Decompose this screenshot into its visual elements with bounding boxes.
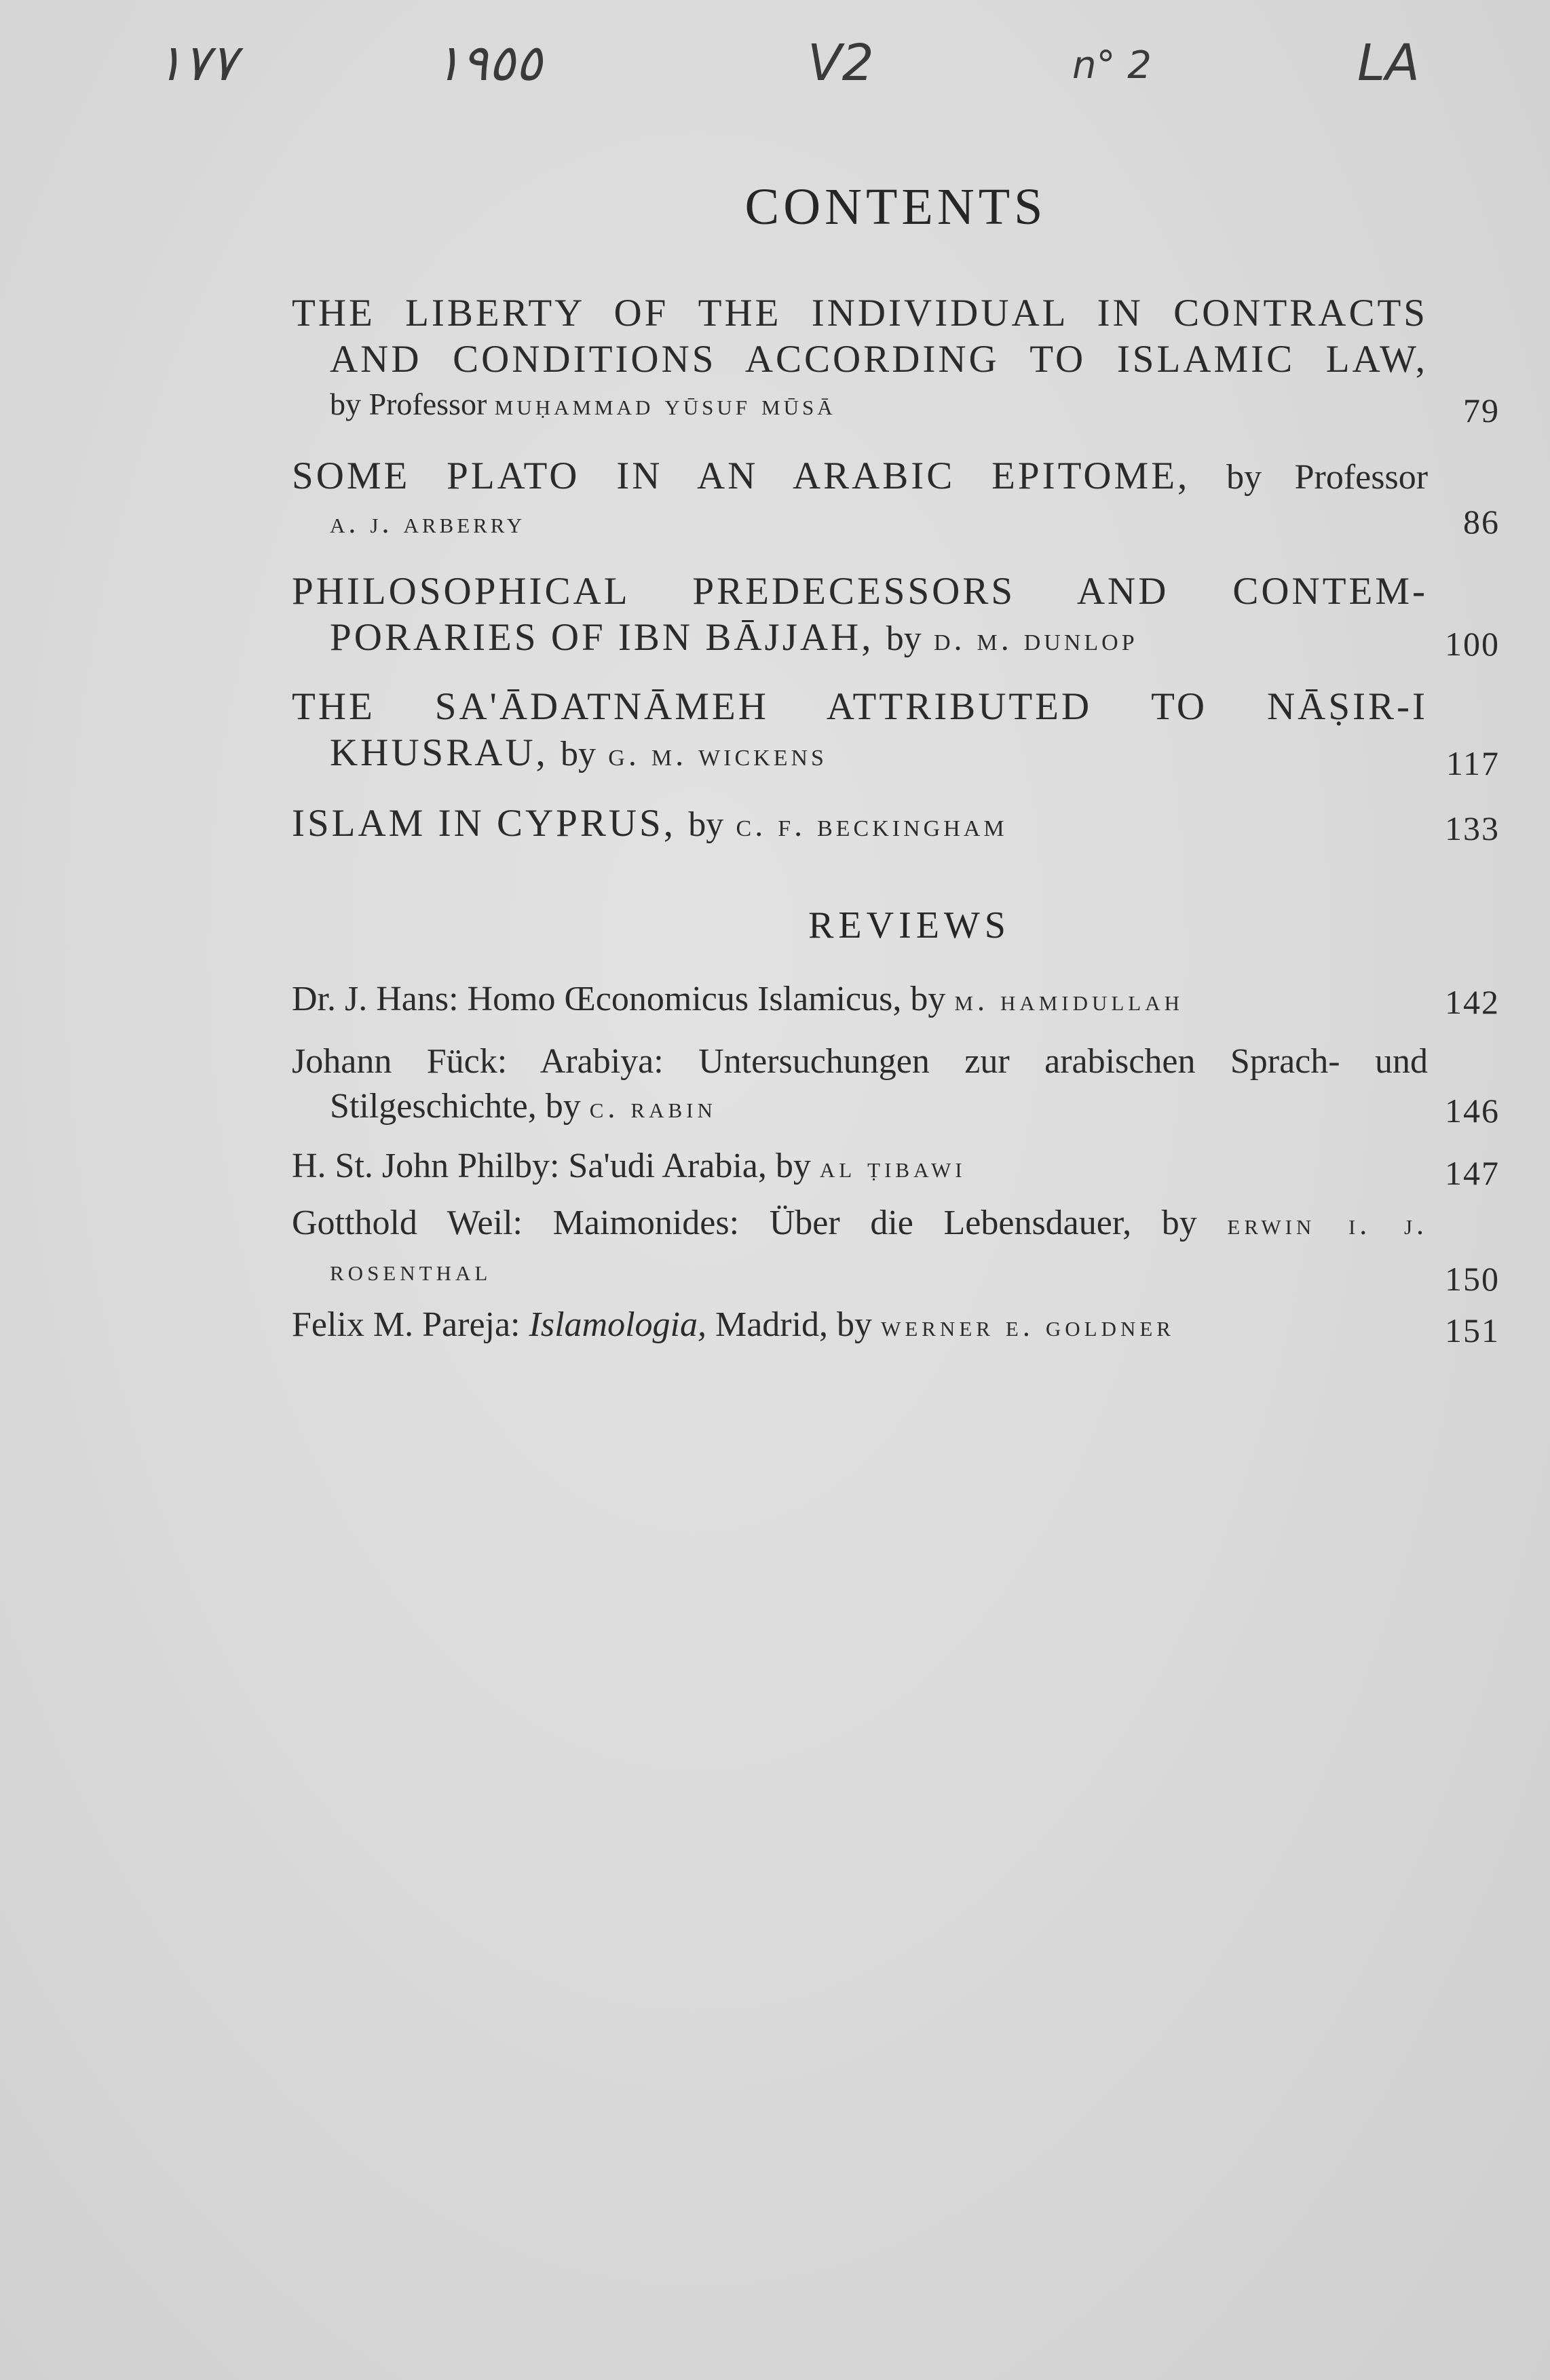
article-title: PORARIES OF IBN BĀJJAH, (330, 616, 874, 659)
review-entry (292, 1039, 1500, 1130)
review-entry (292, 977, 1500, 1023)
review-line (292, 1247, 1500, 1293)
review-line (292, 1084, 1500, 1130)
reviews-heading: REVIEWS (808, 904, 1010, 946)
article-author: d. m. dunlop (933, 621, 1138, 657)
article-title-line (292, 615, 1500, 663)
review-text: Gotthold Weil: Maimonides: Über die Lebensdauer, by (292, 1204, 1197, 1242)
review-page-number: 147 (1445, 1154, 1500, 1192)
review-author: werner e. goldner (881, 1309, 1175, 1343)
article-page-number: 117 (1445, 744, 1500, 782)
article-author: g. m. wickens (608, 737, 827, 773)
handwritten-number-177: ١٧٧ (156, 34, 238, 92)
article-title-line (292, 453, 1428, 501)
article-page-number: 79 (1463, 391, 1500, 429)
article-title: SOME PLATO IN AN ARABIC EPITOME, (292, 455, 1190, 497)
article-author-line (292, 383, 1500, 427)
article-title-line: PHILOSOPHICAL PREDECESSORS AND CONTEM- (292, 570, 1428, 613)
handwritten-volume: V2 (808, 34, 874, 92)
article-entry (292, 801, 1500, 849)
review-line (292, 1303, 1500, 1349)
article-by-label: by Professor (1226, 458, 1429, 497)
review-page-number: 151 (1445, 1311, 1500, 1349)
review-entry (292, 1144, 1500, 1190)
review-author: m. hamidullah (954, 984, 1184, 1017)
review-line (292, 977, 1500, 1023)
review-author: erwin i. j. (1227, 1208, 1429, 1241)
review-text: Felix M. Pareja: (292, 1305, 521, 1344)
review-line (292, 1201, 1428, 1247)
review-page-number: 146 (1445, 1092, 1500, 1130)
article-title-line: THE LIBERTY OF THE INDIVIDUAL IN CONTRACTS (292, 292, 1428, 334)
article-page-number: 100 (1445, 625, 1500, 663)
article-entry (292, 684, 1500, 782)
article-author: a. j. arberry (330, 506, 526, 539)
review-author: al ṭibawi (819, 1151, 966, 1184)
article-entry (292, 290, 1500, 427)
review-author: c. rabin (589, 1091, 717, 1124)
review-line (292, 1144, 1500, 1190)
article-entry (292, 569, 1500, 663)
page-title: CONTENTS (744, 178, 1047, 235)
review-entry (292, 1201, 1500, 1298)
handwritten-year: ١٩٥٥ (434, 34, 542, 92)
article-page-number: 86 (1463, 503, 1500, 541)
handwritten-annotations (0, 34, 1550, 122)
review-author: rosenthal (330, 1254, 492, 1287)
review-line: Johann Fück: Arabiya: Untersuchungen zur arabischen Sprach- und (292, 1042, 1428, 1081)
review-title-italic: Islamologia, (529, 1305, 706, 1344)
article-author: c. f. beckingham (736, 807, 1008, 843)
article-entry (292, 453, 1500, 545)
article-by-label: by Professor (330, 387, 487, 421)
article-author: muḥammad yūsuf mūsā (494, 388, 836, 421)
article-author-line (292, 501, 1500, 545)
article-title: KHUSRAU, (330, 731, 548, 774)
review-text: Dr. J. Hans: Homo Œconomicus Islamicus, by (292, 980, 946, 1018)
handwritten-code: LA (1357, 34, 1420, 92)
article-title-line (292, 801, 1500, 849)
article-page-number: 133 (1445, 809, 1500, 847)
article-by-label: by (688, 805, 724, 844)
article-by-label: by (886, 619, 922, 658)
review-page-number: 150 (1445, 1260, 1500, 1298)
review-text: Madrid, by (715, 1305, 873, 1344)
review-text: Stilgeschichte, by (330, 1087, 581, 1126)
review-page-number: 142 (1445, 983, 1500, 1021)
article-title-line: AND CONDITIONS ACCORDING TO ISLAMIC LAW, (330, 338, 1428, 381)
review-entry (292, 1303, 1500, 1349)
article-title: ISLAM IN CYPRUS, (292, 802, 677, 845)
article-title-line (292, 730, 1500, 778)
article-title-line: THE SA'ĀDATNĀMEH ATTRIBUTED TO NĀṢIR-I (292, 685, 1428, 728)
review-text: H. St. John Philby: Sa'udi Arabia, by (292, 1147, 811, 1185)
handwritten-issue: n° 2 (1072, 43, 1152, 88)
article-by-label: by (561, 735, 597, 773)
